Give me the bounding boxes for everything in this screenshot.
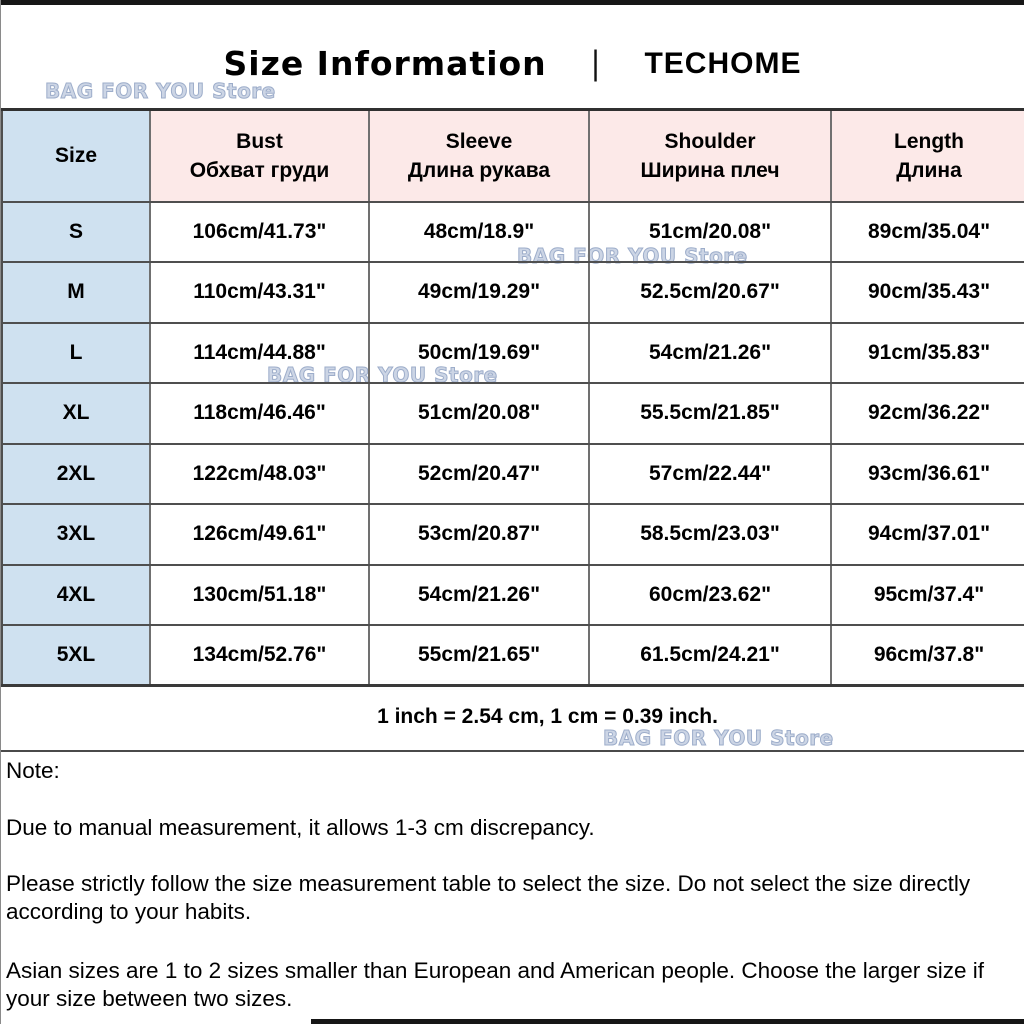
- size-cell: M: [2, 262, 150, 323]
- sleeve-cell: 50cm/19.69": [369, 323, 589, 384]
- column-label-en: Length: [894, 129, 964, 153]
- size-cell: 3XL: [2, 504, 150, 565]
- bust-cell: 134cm/52.76": [150, 625, 369, 686]
- table-row: [2, 262, 1024, 323]
- title-separator: |: [591, 43, 600, 82]
- bust-cell: 106cm/41.73": [150, 202, 369, 263]
- unit-conversion-note: 1 inch = 2.54 cm, 1 cm = 0.39 inch.: [377, 705, 718, 728]
- column-label-en: Size: [54, 144, 98, 168]
- table-row: [2, 323, 1024, 384]
- note-item: Due to manual measurement, it allows 1-3 cm discrepancy.: [6, 815, 595, 840]
- sleeve-cell: 53cm/20.87": [369, 504, 589, 565]
- column-header-bust: [150, 110, 369, 202]
- bust-cell: 118cm/46.46": [150, 383, 369, 444]
- column-label-ru: Ширина плеч: [640, 158, 780, 182]
- sleeve-cell: 51cm/20.08": [369, 383, 589, 444]
- brand-name: TECHOME: [644, 46, 802, 80]
- sleeve-cell: 52cm/20.47": [369, 444, 589, 505]
- bust-cell: 130cm/51.18": [150, 565, 369, 626]
- length-cell: 91cm/35.83": [831, 323, 1024, 384]
- column-label-ru: Длина рукава: [407, 158, 551, 182]
- shoulder-cell: 57cm/22.44": [589, 444, 831, 505]
- length-cell: 94cm/37.01": [831, 504, 1024, 565]
- size-cell: S: [2, 202, 150, 263]
- column-label-en: Shoulder: [664, 129, 756, 153]
- column-header-shoulder: [589, 110, 831, 202]
- bust-cell: 110cm/43.31": [150, 262, 369, 323]
- size-cell: L: [2, 323, 150, 384]
- table-row: [2, 202, 1024, 263]
- top-border-bar: [1, 0, 1024, 5]
- size-cell: 4XL: [2, 565, 150, 626]
- sleeve-cell: 54cm/21.26": [369, 565, 589, 626]
- bust-cell: 114cm/44.88": [150, 323, 369, 384]
- column-header-size: [2, 110, 150, 202]
- shoulder-cell: 54cm/21.26": [589, 323, 831, 384]
- bust-cell: 126cm/49.61": [150, 504, 369, 565]
- sleeve-cell: 48cm/18.9": [369, 202, 589, 263]
- note-item: Please strictly follow the size measurement table to select the size. Do not select the size directly according to your habits.: [6, 871, 971, 924]
- size-cell: XL: [2, 383, 150, 444]
- table-row: [2, 504, 1024, 565]
- shoulder-cell: 58.5cm/23.03": [589, 504, 831, 565]
- bust-cell: 122cm/48.03": [150, 444, 369, 505]
- store-watermark: BAG FOR YOU Store: [517, 244, 748, 268]
- length-cell: 89cm/35.04": [831, 202, 1024, 263]
- page-title-text: Size Information: [223, 44, 547, 83]
- table-row: [2, 444, 1024, 505]
- store-watermark: BAG FOR YOU Store: [45, 79, 276, 103]
- length-cell: 96cm/37.8": [831, 625, 1024, 686]
- length-cell: 95cm/37.4": [831, 565, 1024, 626]
- shoulder-cell: 61.5cm/24.21": [589, 625, 831, 686]
- table-header-row: [2, 110, 1024, 202]
- shoulder-cell: 52.5cm/20.67": [589, 262, 831, 323]
- table-row: [2, 565, 1024, 626]
- sleeve-cell: 49cm/19.29": [369, 262, 589, 323]
- shoulder-cell: 51cm/20.08": [589, 202, 831, 263]
- page-title: [1, 44, 1024, 83]
- column-header-length: [831, 110, 1024, 202]
- store-watermark: BAG FOR YOU Store: [267, 363, 498, 387]
- table-row: [2, 625, 1024, 686]
- table-row: [2, 383, 1024, 444]
- notes-section: [1, 750, 1024, 1024]
- column-label-ru: Обхват груди: [189, 158, 330, 182]
- column-header-sleeve: [369, 110, 589, 202]
- sleeve-cell: 55cm/21.65": [369, 625, 589, 686]
- size-cell: 5XL: [2, 625, 150, 686]
- bottom-border-bar: [311, 1019, 1024, 1024]
- size-cell: 2XL: [2, 444, 150, 505]
- shoulder-cell: 55.5cm/21.85": [589, 383, 831, 444]
- store-watermark: BAG FOR YOU Store: [603, 726, 834, 750]
- note-item: Asian sizes are 1 to 2 sizes smaller than European and American people. Choose the larger size if your size between two sizes.: [6, 958, 985, 1011]
- size-table: [1, 108, 1024, 687]
- shoulder-cell: 60cm/23.62": [589, 565, 831, 626]
- length-cell: 92cm/36.22": [831, 383, 1024, 444]
- column-label-en: Bust: [236, 129, 283, 153]
- length-cell: 93cm/36.61": [831, 444, 1024, 505]
- column-label-ru: Длина: [896, 158, 962, 182]
- note-heading: Note:: [6, 758, 60, 783]
- column-label-en: Sleeve: [445, 129, 513, 153]
- length-cell: 90cm/35.43": [831, 262, 1024, 323]
